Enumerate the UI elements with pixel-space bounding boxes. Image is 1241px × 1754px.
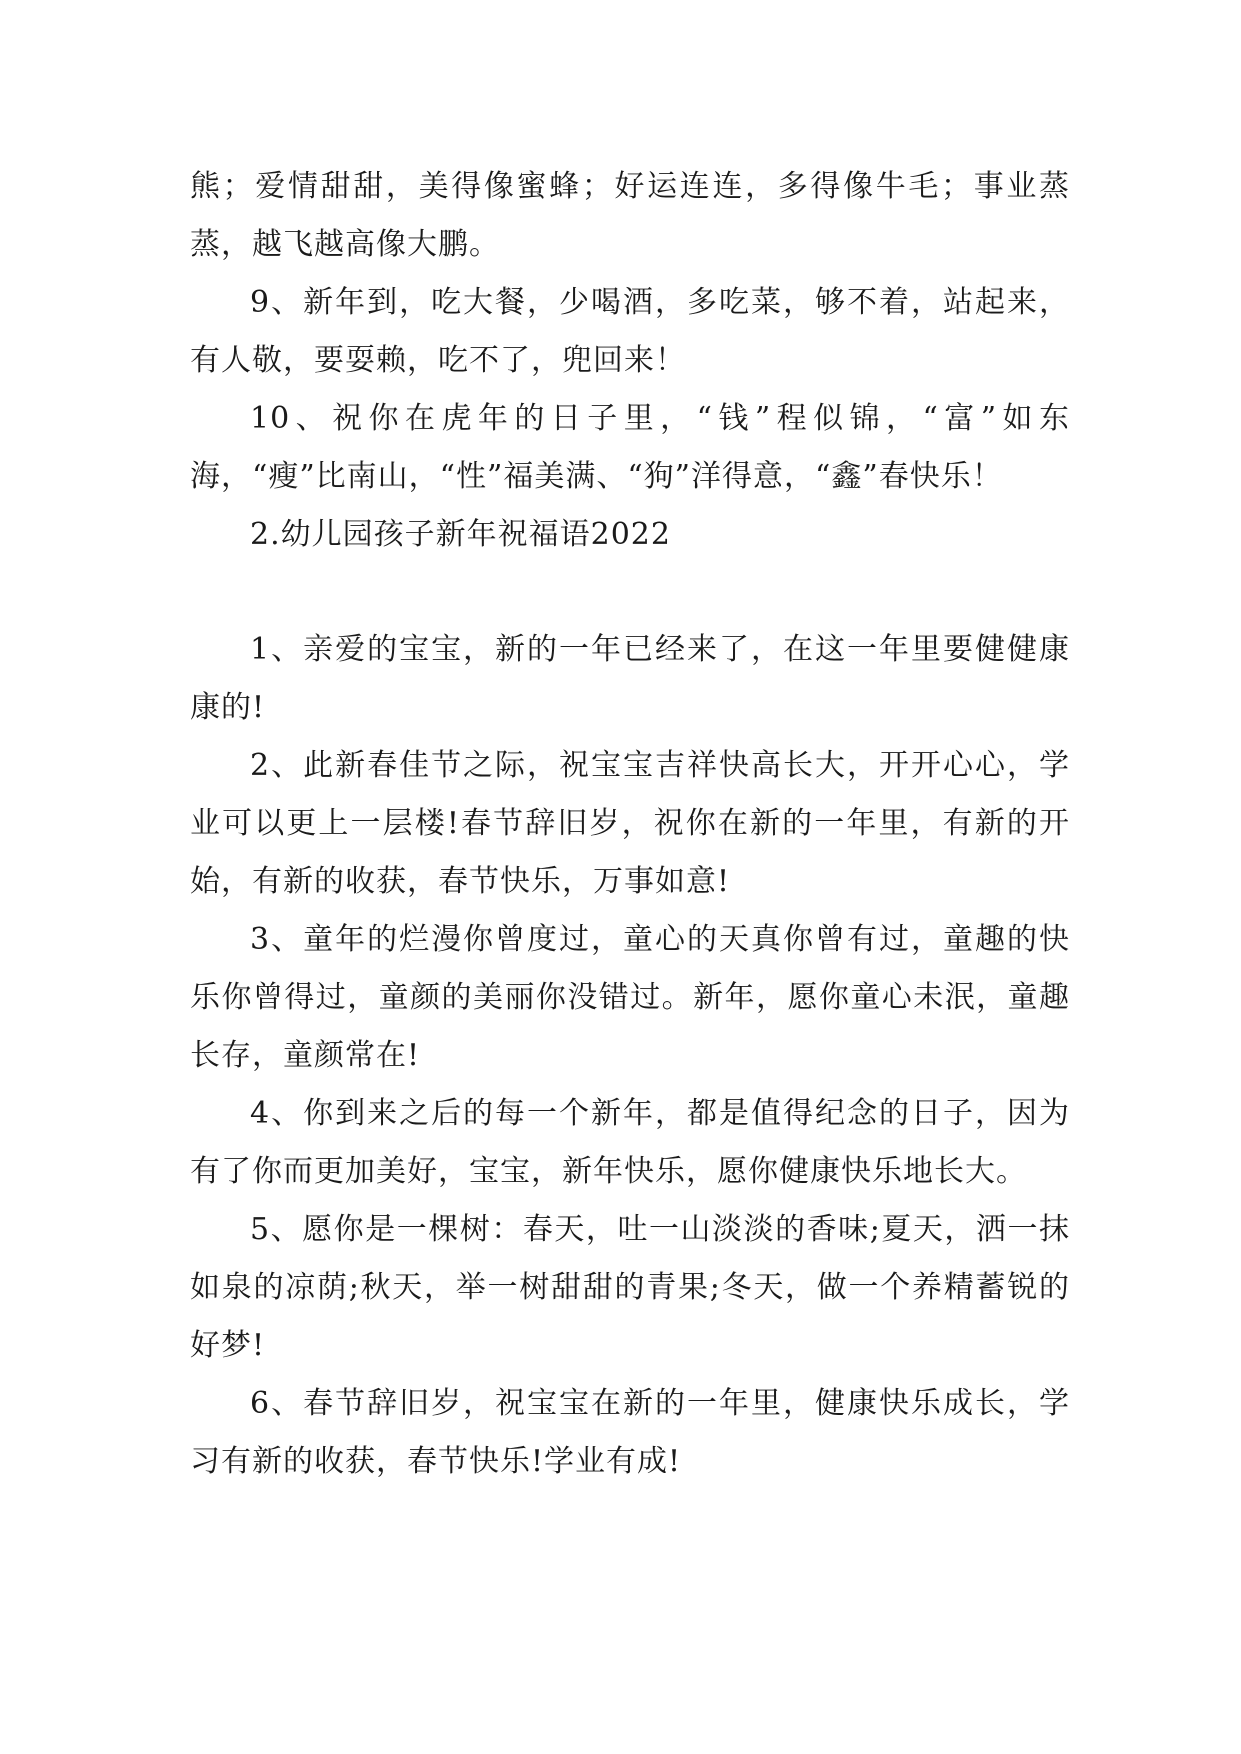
paragraph-continuation: 熊；爱情甜甜，美得像蜜蜂；好运连连，多得像牛毛；事业蒸蒸，越飞越高像大鹏。 <box>190 169 1070 262</box>
paragraph-item-1: 1、亲爱的宝宝，新的一年已经来了，在这一年里要健健康康的! <box>190 632 1070 725</box>
section-a-text <box>190 158 1070 564</box>
paragraph-item-2: 2、此新春佳节之际，祝宝宝吉祥快高长大，开开心心，学业可以更上一层楼!春节辞旧岁，祝你在新的一年里，有新的开始，有新的收获，春节快乐，万事如意! <box>190 748 1070 899</box>
paragraph-item-4: 4、你到来之后的每一个新年，都是值得纪念的日子，因为有了你而更加美好，宝宝，新年快乐，愿你健康快乐地长大。 <box>190 1096 1070 1189</box>
paragraph-item-10: 10、祝你在虎年的日子里，“钱”程似锦，“富”如东海，“瘦”比南山，“性”福美满、“狗”洋得意，“鑫”春快乐！ <box>190 401 1070 494</box>
section-heading: 2.幼儿园孩子新年祝福语2022 <box>250 517 671 552</box>
paragraph-item-3: 3、童年的烂漫你曾度过，童心的天真你曾有过，童趣的快乐你曾得过，童颜的美丽你没错过。新年，愿你童心未泯，童趣长存，童颜常在! <box>190 922 1070 1073</box>
paragraph-item-9: 9、新年到，吃大餐，少喝酒，多吃菜，够不着，站起来，有人敬，要耍赖，吃不了，兜回来！ <box>190 285 1070 378</box>
section-b-text <box>190 621 1070 1491</box>
paragraph-item-5: 5、愿你是一棵树：春天，吐一山淡淡的香味;夏天，洒一抹如泉的凉荫;秋天，举一树甜甜的青果;冬天，做一个养精蓄锐的好梦! <box>190 1212 1070 1363</box>
paragraph-item-6: 6、春节辞旧岁，祝宝宝在新的一年里，健康快乐成长，学习有新的收获，春节快乐!学业有成! <box>190 1386 1070 1479</box>
